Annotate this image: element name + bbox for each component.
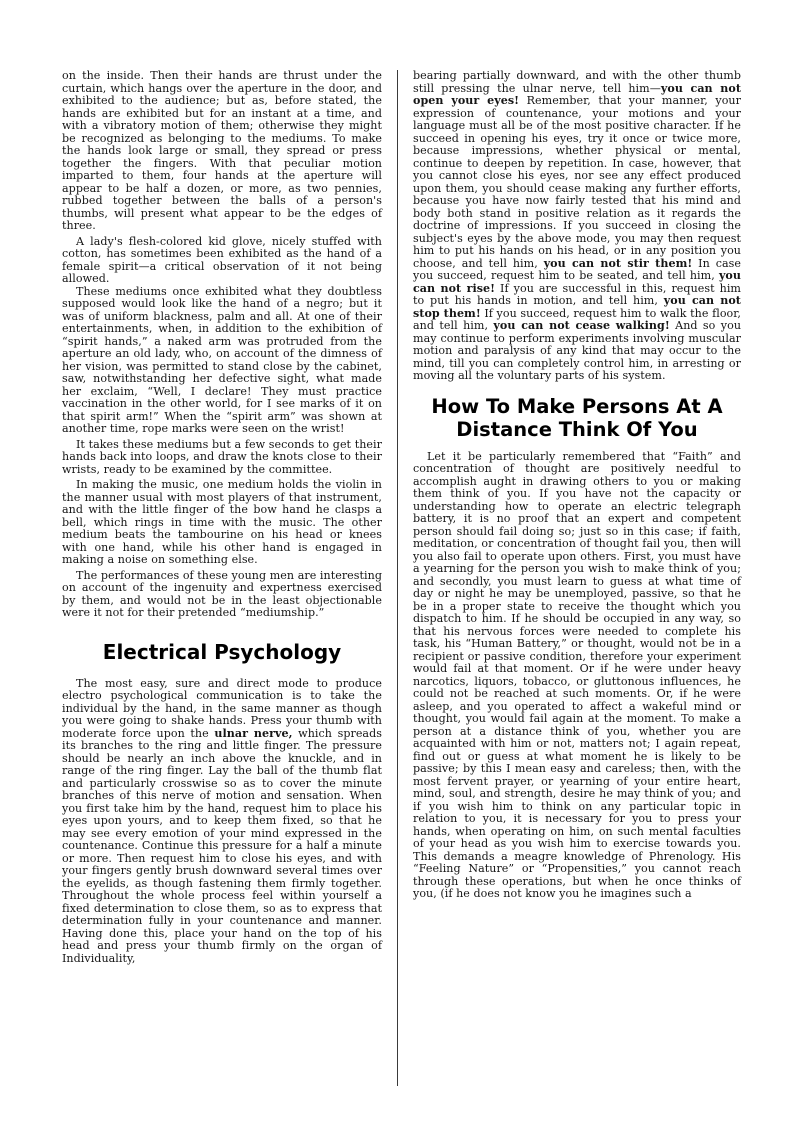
left-paragraph-1: on the inside. Then their hands are thrust under the curtain, which hangs over the aperture in the door, and exhibited to the audience; but as, before stated, the hands are exhibited but for an instant at a time, and with a vibratory motion of them; otherwise they might be recognized as belonging to the mediums. To make the hands look large or small, they spread or press together the fingers. With that peculiar motion imparted to them, four hands at the aperture will appear to be half a dozen, or more, as two pennies, rubbed together between the balls of a person's thumbs, will present what appear to be the edges of three.: [62, 69, 382, 232]
bold-command: you can not stir them!: [543, 256, 693, 270]
left-column: [62, 70, 382, 965]
text-run: If you succeed, request him to walk the floor, and tell him,: [413, 306, 741, 332]
left-paragraph-5: In making the music, one medium holds the violin in the manner usual with most players of that instrument, and with the little finger of the bow hand he clasps a bell, which rings in time with the music. The other medium beats the tambourine on his head or knees with one hand, while his other hand is engaged in making a noise on something else.: [62, 478, 382, 566]
bold-command: you can not rise!: [413, 269, 741, 295]
text-run: And so you may continue to perform experiments involving muscular motion and paralysis of any kind that may occur to the mind, till you can completely control him, in arresting or moving all the voluntary parts of his system.: [413, 319, 742, 382]
bold-term-ulnar-nerve: ulnar nerve,: [214, 726, 293, 740]
section-heading-electrical-psychology: Electrical Psychology: [102, 639, 342, 664]
left-paragraph-6: The performances of these young men are interesting on account of the ingenuity and expertness exercised by them, and would not be in the least objectionable were it not for their pretended “mediumship.”: [62, 568, 382, 619]
text-run: Remember, that your manner, your expression of countenance, your motions and your language must all be of the most positive character. If he succeed in opening his eyes, try it once or twice more, because impressions, whether physical or mental, continue to deepen by repetition. In case, however, that you cannot close his eyes, nor see any effect produced upon them, you should cease making any further efforts, because you have now fairly tested that his mind and body both stand in positive relation as it regards the doctrine of impressions. If you succeed in closing the subject's eyes by the above mode, you may then request him to put his hands on his head, or in any position you choose, and tell him,: [413, 94, 741, 270]
section-heading-think-of-you: How To Make Persons At A Distance Think Of You: [431, 394, 723, 441]
bold-command: you can not cease walking!: [493, 319, 670, 332]
right-paragraph-2: Let it be particularly remembered that “Faith” and concentration of thought are positively needful to accomplish aught in drawing others to you or making them think of you. If you have not the capacity or understanding how to operate an electric telegraph battery, it is no proof that an expert and competent person should fail doing so; just so in this case; if faith, meditation, or concentration of thought fail you, then will you also fail to operate upon others. First, you must have a yearning for the person you wish to make think of you; and secondly, you must learn to guess at what time of day or night he may be unemployed, passive, so that he be in a proper state to receive the thought which you dispatch to him. If he should be occupied in any way, so that his nervous forces were needed to complete his task, his “Human Battery,” or thought, would not be in a recipient or passive condition, therefore your experiment would fail at that moment. Or if he were under heavy narcotics, liquors, tobacco, or gluttonous influences, he could not be reached at such moments. Or, if he were asleep, and you operated to affect a wakeful mind or thought, you would fail again at the moment. To make a person at a distance think of you, whether you are acquainted with him or not, matters not; I again repeat, find out or guess at what moment he is likely to be passive; by this I mean easy and careless; then, with the most fervent prayer, or yearning of your entire heart, mind, soul, and strength, desire he may think of you; and if you wish him to think on any particular topic in relation to you, it is necessary for you to press your hands, when operating on him, on such mental faculties of your head as you wish him to exercise towards you. This demands a meagre knowledge of Phrenology. His “Feeling Nature” or “Propensities,” you cannot reach through these operations, but when he once thinks of you, (if he does not know you he imagines such a: [413, 449, 741, 900]
column-divider: [397, 70, 398, 1086]
text-run: In case you succeed, request him to be seated, and tell him,: [413, 256, 741, 282]
text-run: which spreads its branches to the ring and little finger. The pressure should be nearly an inch above the knuckle, and in range of the ring finger. Lay the ball of the thumb flat and particularly crosswise so as to cover the minute branches of this nerve of motion and sensation. When you first take him by the hand, request him to place his eyes upon yours, and to keep them fixed, so that he may see every emotion of your mind expressed in the countenance. Continue this pressure for a half a minute or more. Then request him to close his eyes, and with your fingers gently brush downward several times over the eyelids, as though fastening them firmly together. Throughout the whole process feel within yourself a fixed determination to close them, so as to express that determination fully in your countenance and manner. Having done this, place your hand on the top of his head and press your thumb firmly on the organ of Individuality,: [62, 726, 382, 965]
left-paragraph-3: These mediums once exhibited what they doubtless supposed would look like the hand of a negro; but it was of uniform blackness, palm and all. At one of their entertainments, when, in addition to the exhibition of “spirit hands,” a naked arm was protruded from the aperture an old lady, who, on account of the dimness of her vision, was permitted to stand close by the cabinet, saw, notwithstanding her defective sight, what made her exclaim, “Well, I declare! They must practice vaccination in the other world, for I see marks of it on that spirit arm!” When the “spirit arm” was shown at another time, rope marks were seen on the wrist!: [62, 284, 382, 435]
text-run: If you are successful in this, request him to put his hands in motion, and tell him,: [413, 281, 741, 307]
right-column: [413, 70, 741, 901]
bold-command: you can not stop them!: [413, 294, 741, 320]
bold-command: you can not open your eyes!: [413, 81, 741, 107]
right-paragraph-1: [413, 70, 741, 383]
text-run: bearing partially downward, and with the other thumb still pressing the ulnar nerve, tell him—: [413, 69, 741, 95]
left-paragraph-7: [62, 678, 382, 966]
left-paragraph-4: It takes these mediums but a few seconds to get their hands back into loops, and draw the knots close to their wrists, ready to be examined by the committee.: [62, 437, 382, 476]
left-paragraph-2: A lady's flesh-colored kid glove, nicely stuffed with cotton, has sometimes been exhibited as the hand of a female spirit—a critical observation of it not being allowed.: [62, 234, 382, 285]
text-run: The most easy, sure and direct mode to produce electro psychological communication is to take the individual by the hand, in the same manner as though you were going to shake hands. Press your thumb with moderate force upon the: [62, 676, 382, 740]
